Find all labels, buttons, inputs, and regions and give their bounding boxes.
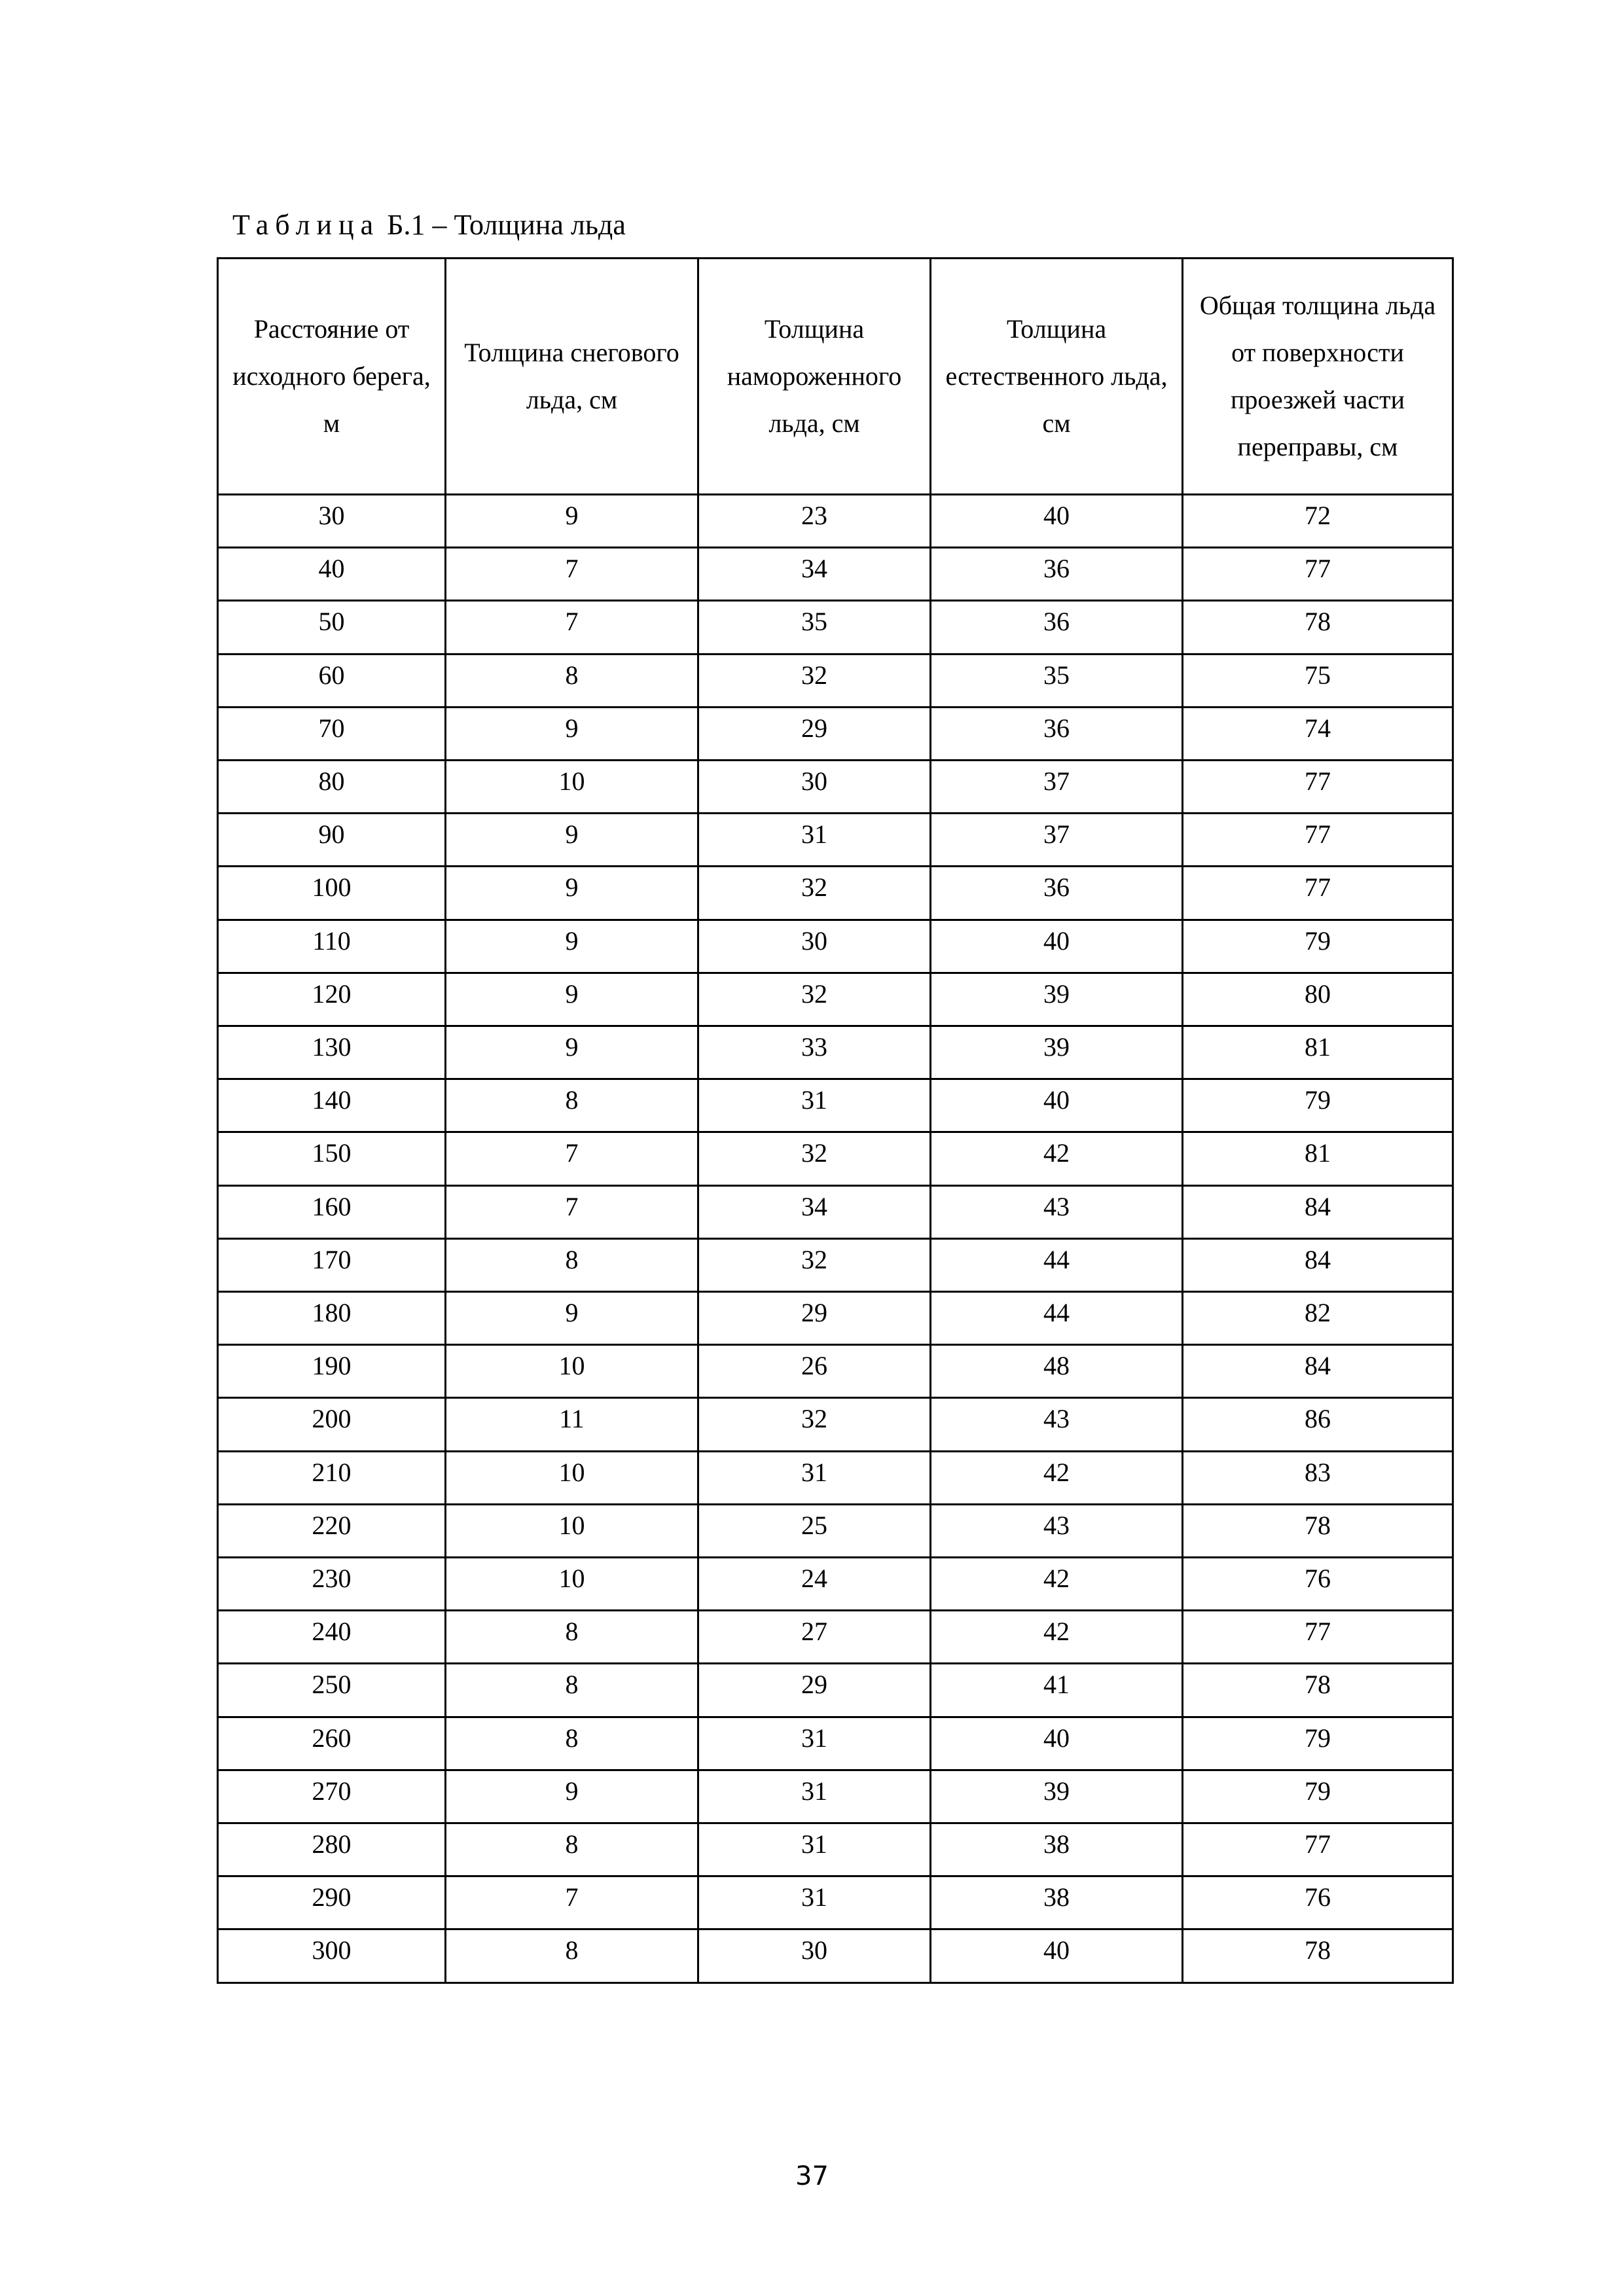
cell-natural-ice: 40 (931, 495, 1183, 548)
table-row (218, 1079, 1453, 1132)
table-row (218, 707, 1453, 760)
cell-natural-ice: 35 (931, 654, 1183, 707)
cell-snow-ice: 7 (446, 1185, 698, 1238)
cell-total-ice: 80 (1183, 973, 1453, 1026)
cell-frozen-ice: 33 (698, 1026, 931, 1079)
cell-frozen-ice: 31 (698, 1770, 931, 1823)
page-number: 37 (795, 2161, 829, 2191)
table-row (218, 814, 1453, 867)
cell-distance: 50 (218, 601, 446, 654)
table-row (218, 1876, 1453, 1929)
cell-frozen-ice: 32 (698, 654, 931, 707)
table-row (218, 1558, 1453, 1611)
cell-frozen-ice: 27 (698, 1611, 931, 1664)
column-header-distance: Расстояние от исходного берега, м (218, 259, 446, 495)
cell-frozen-ice: 23 (698, 495, 931, 548)
cell-natural-ice: 42 (931, 1132, 1183, 1185)
cell-natural-ice: 36 (931, 867, 1183, 920)
cell-total-ice: 79 (1183, 920, 1453, 973)
cell-distance: 230 (218, 1558, 446, 1611)
cell-snow-ice: 8 (446, 1929, 698, 1983)
cell-frozen-ice: 32 (698, 1398, 931, 1451)
cell-snow-ice: 9 (446, 814, 698, 867)
cell-distance: 80 (218, 761, 446, 814)
cell-natural-ice: 36 (931, 548, 1183, 601)
cell-frozen-ice: 30 (698, 920, 931, 973)
table-row (218, 1929, 1453, 1983)
cell-distance: 240 (218, 1611, 446, 1664)
table-row (218, 1823, 1453, 1876)
cell-snow-ice: 9 (446, 1770, 698, 1823)
cell-snow-ice: 7 (446, 548, 698, 601)
cell-frozen-ice: 31 (698, 1823, 931, 1876)
cell-total-ice: 76 (1183, 1876, 1453, 1929)
cell-total-ice: 76 (1183, 1558, 1453, 1611)
table-row (218, 920, 1453, 973)
cell-frozen-ice: 31 (698, 814, 931, 867)
cell-total-ice: 81 (1183, 1132, 1453, 1185)
cell-distance: 300 (218, 1929, 446, 1983)
cell-snow-ice: 9 (446, 973, 698, 1026)
cell-snow-ice: 9 (446, 867, 698, 920)
cell-total-ice: 78 (1183, 1664, 1453, 1717)
table-row (218, 1185, 1453, 1238)
cell-natural-ice: 40 (931, 1079, 1183, 1132)
table-row (218, 1717, 1453, 1770)
cell-frozen-ice: 24 (698, 1558, 931, 1611)
cell-frozen-ice: 32 (698, 1238, 931, 1291)
cell-total-ice: 84 (1183, 1238, 1453, 1291)
cell-frozen-ice: 31 (698, 1079, 931, 1132)
cell-total-ice: 79 (1183, 1717, 1453, 1770)
cell-snow-ice: 7 (446, 1876, 698, 1929)
table-row (218, 1345, 1453, 1398)
cell-natural-ice: 48 (931, 1345, 1183, 1398)
cell-distance: 110 (218, 920, 446, 973)
cell-distance: 70 (218, 707, 446, 760)
cell-frozen-ice: 32 (698, 867, 931, 920)
cell-total-ice: 79 (1183, 1770, 1453, 1823)
cell-frozen-ice: 29 (698, 707, 931, 760)
cell-frozen-ice: 31 (698, 1451, 931, 1504)
table-row (218, 495, 1453, 548)
cell-total-ice: 77 (1183, 1611, 1453, 1664)
cell-frozen-ice: 30 (698, 761, 931, 814)
cell-frozen-ice: 29 (698, 1664, 931, 1717)
cell-snow-ice: 8 (446, 1717, 698, 1770)
cell-snow-ice: 8 (446, 654, 698, 707)
cell-natural-ice: 40 (931, 920, 1183, 973)
cell-natural-ice: 43 (931, 1398, 1183, 1451)
cell-total-ice: 84 (1183, 1345, 1453, 1398)
column-header-total-ice: Общая толщина льда от поверхности проезжей части переправы, см (1183, 259, 1453, 495)
table-row (218, 867, 1453, 920)
cell-frozen-ice: 35 (698, 601, 931, 654)
cell-total-ice: 72 (1183, 495, 1453, 548)
cell-total-ice: 81 (1183, 1026, 1453, 1079)
table-row (218, 973, 1453, 1026)
cell-distance: 210 (218, 1451, 446, 1504)
cell-snow-ice: 9 (446, 1292, 698, 1345)
cell-distance: 290 (218, 1876, 446, 1929)
table-caption (232, 208, 626, 242)
table-row (218, 654, 1453, 707)
cell-total-ice: 77 (1183, 1823, 1453, 1876)
cell-snow-ice: 8 (446, 1823, 698, 1876)
cell-total-ice: 79 (1183, 1079, 1453, 1132)
cell-natural-ice: 42 (931, 1558, 1183, 1611)
cell-snow-ice: 9 (446, 920, 698, 973)
cell-total-ice: 74 (1183, 707, 1453, 760)
cell-frozen-ice: 31 (698, 1876, 931, 1929)
caption-title: Б.1 – Толщина льда (380, 209, 626, 241)
table-row (218, 1770, 1453, 1823)
cell-natural-ice: 38 (931, 1823, 1183, 1876)
cell-distance: 140 (218, 1079, 446, 1132)
cell-natural-ice: 39 (931, 1026, 1183, 1079)
cell-distance: 30 (218, 495, 446, 548)
cell-distance: 40 (218, 548, 446, 601)
cell-snow-ice: 9 (446, 707, 698, 760)
cell-total-ice: 77 (1183, 867, 1453, 920)
cell-distance: 200 (218, 1398, 446, 1451)
cell-natural-ice: 43 (931, 1185, 1183, 1238)
cell-distance: 60 (218, 654, 446, 707)
cell-natural-ice: 42 (931, 1611, 1183, 1664)
cell-distance: 100 (218, 867, 446, 920)
table-row (218, 1504, 1453, 1557)
caption-prefix: Таблица (232, 209, 380, 241)
table-row (218, 1611, 1453, 1664)
cell-natural-ice: 44 (931, 1238, 1183, 1291)
cell-snow-ice: 10 (446, 1451, 698, 1504)
cell-distance: 150 (218, 1132, 446, 1185)
column-header-natural-ice: Толщина естественного льда, см (931, 259, 1183, 495)
cell-total-ice: 77 (1183, 814, 1453, 867)
column-header-snow-ice: Толщина снегового льда, см (446, 259, 698, 495)
cell-frozen-ice: 34 (698, 1185, 931, 1238)
table-row (218, 1292, 1453, 1345)
cell-natural-ice: 43 (931, 1504, 1183, 1557)
cell-natural-ice: 38 (931, 1876, 1183, 1929)
cell-distance: 170 (218, 1238, 446, 1291)
table-row (218, 1238, 1453, 1291)
cell-natural-ice: 39 (931, 1770, 1183, 1823)
cell-snow-ice: 9 (446, 1026, 698, 1079)
cell-total-ice: 82 (1183, 1292, 1453, 1345)
table-row (218, 1026, 1453, 1079)
cell-natural-ice: 36 (931, 707, 1183, 760)
cell-frozen-ice: 29 (698, 1292, 931, 1345)
cell-distance: 130 (218, 1026, 446, 1079)
cell-distance: 160 (218, 1185, 446, 1238)
cell-snow-ice: 10 (446, 761, 698, 814)
cell-distance: 190 (218, 1345, 446, 1398)
cell-total-ice: 77 (1183, 761, 1453, 814)
cell-natural-ice: 44 (931, 1292, 1183, 1345)
cell-natural-ice: 37 (931, 814, 1183, 867)
cell-snow-ice: 7 (446, 601, 698, 654)
table-row (218, 1398, 1453, 1451)
table-row (218, 761, 1453, 814)
cell-distance: 90 (218, 814, 446, 867)
cell-frozen-ice: 32 (698, 1132, 931, 1185)
cell-total-ice: 86 (1183, 1398, 1453, 1451)
table-row (218, 1451, 1453, 1504)
cell-total-ice: 78 (1183, 601, 1453, 654)
cell-natural-ice: 40 (931, 1929, 1183, 1983)
table-header-row (218, 259, 1453, 495)
cell-natural-ice: 36 (931, 601, 1183, 654)
cell-natural-ice: 42 (931, 1451, 1183, 1504)
cell-natural-ice: 41 (931, 1664, 1183, 1717)
cell-natural-ice: 40 (931, 1717, 1183, 1770)
cell-snow-ice: 7 (446, 1132, 698, 1185)
cell-total-ice: 78 (1183, 1929, 1453, 1983)
cell-snow-ice: 8 (446, 1611, 698, 1664)
cell-snow-ice: 11 (446, 1398, 698, 1451)
cell-distance: 250 (218, 1664, 446, 1717)
cell-snow-ice: 8 (446, 1079, 698, 1132)
cell-frozen-ice: 25 (698, 1504, 931, 1557)
table-row (218, 1664, 1453, 1717)
table-row (218, 601, 1453, 654)
cell-distance: 280 (218, 1823, 446, 1876)
cell-snow-ice: 8 (446, 1664, 698, 1717)
cell-distance: 260 (218, 1717, 446, 1770)
cell-snow-ice: 10 (446, 1345, 698, 1398)
cell-frozen-ice: 31 (698, 1717, 931, 1770)
cell-snow-ice: 9 (446, 495, 698, 548)
cell-distance: 270 (218, 1770, 446, 1823)
cell-total-ice: 75 (1183, 654, 1453, 707)
cell-distance: 180 (218, 1292, 446, 1345)
cell-snow-ice: 10 (446, 1504, 698, 1557)
cell-total-ice: 83 (1183, 1451, 1453, 1504)
table-row (218, 548, 1453, 601)
cell-snow-ice: 10 (446, 1558, 698, 1611)
table-body (218, 495, 1453, 1983)
cell-distance: 220 (218, 1504, 446, 1557)
cell-frozen-ice: 26 (698, 1345, 931, 1398)
cell-frozen-ice: 30 (698, 1929, 931, 1983)
column-header-frozen-ice: Толщина намороженного льда, см (698, 259, 931, 495)
cell-total-ice: 84 (1183, 1185, 1453, 1238)
cell-distance: 120 (218, 973, 446, 1026)
ice-thickness-table (217, 257, 1454, 1984)
cell-snow-ice: 8 (446, 1238, 698, 1291)
cell-frozen-ice: 32 (698, 973, 931, 1026)
cell-total-ice: 77 (1183, 548, 1453, 601)
cell-natural-ice: 37 (931, 761, 1183, 814)
cell-total-ice: 78 (1183, 1504, 1453, 1557)
cell-natural-ice: 39 (931, 973, 1183, 1026)
table-row (218, 1132, 1453, 1185)
cell-frozen-ice: 34 (698, 548, 931, 601)
